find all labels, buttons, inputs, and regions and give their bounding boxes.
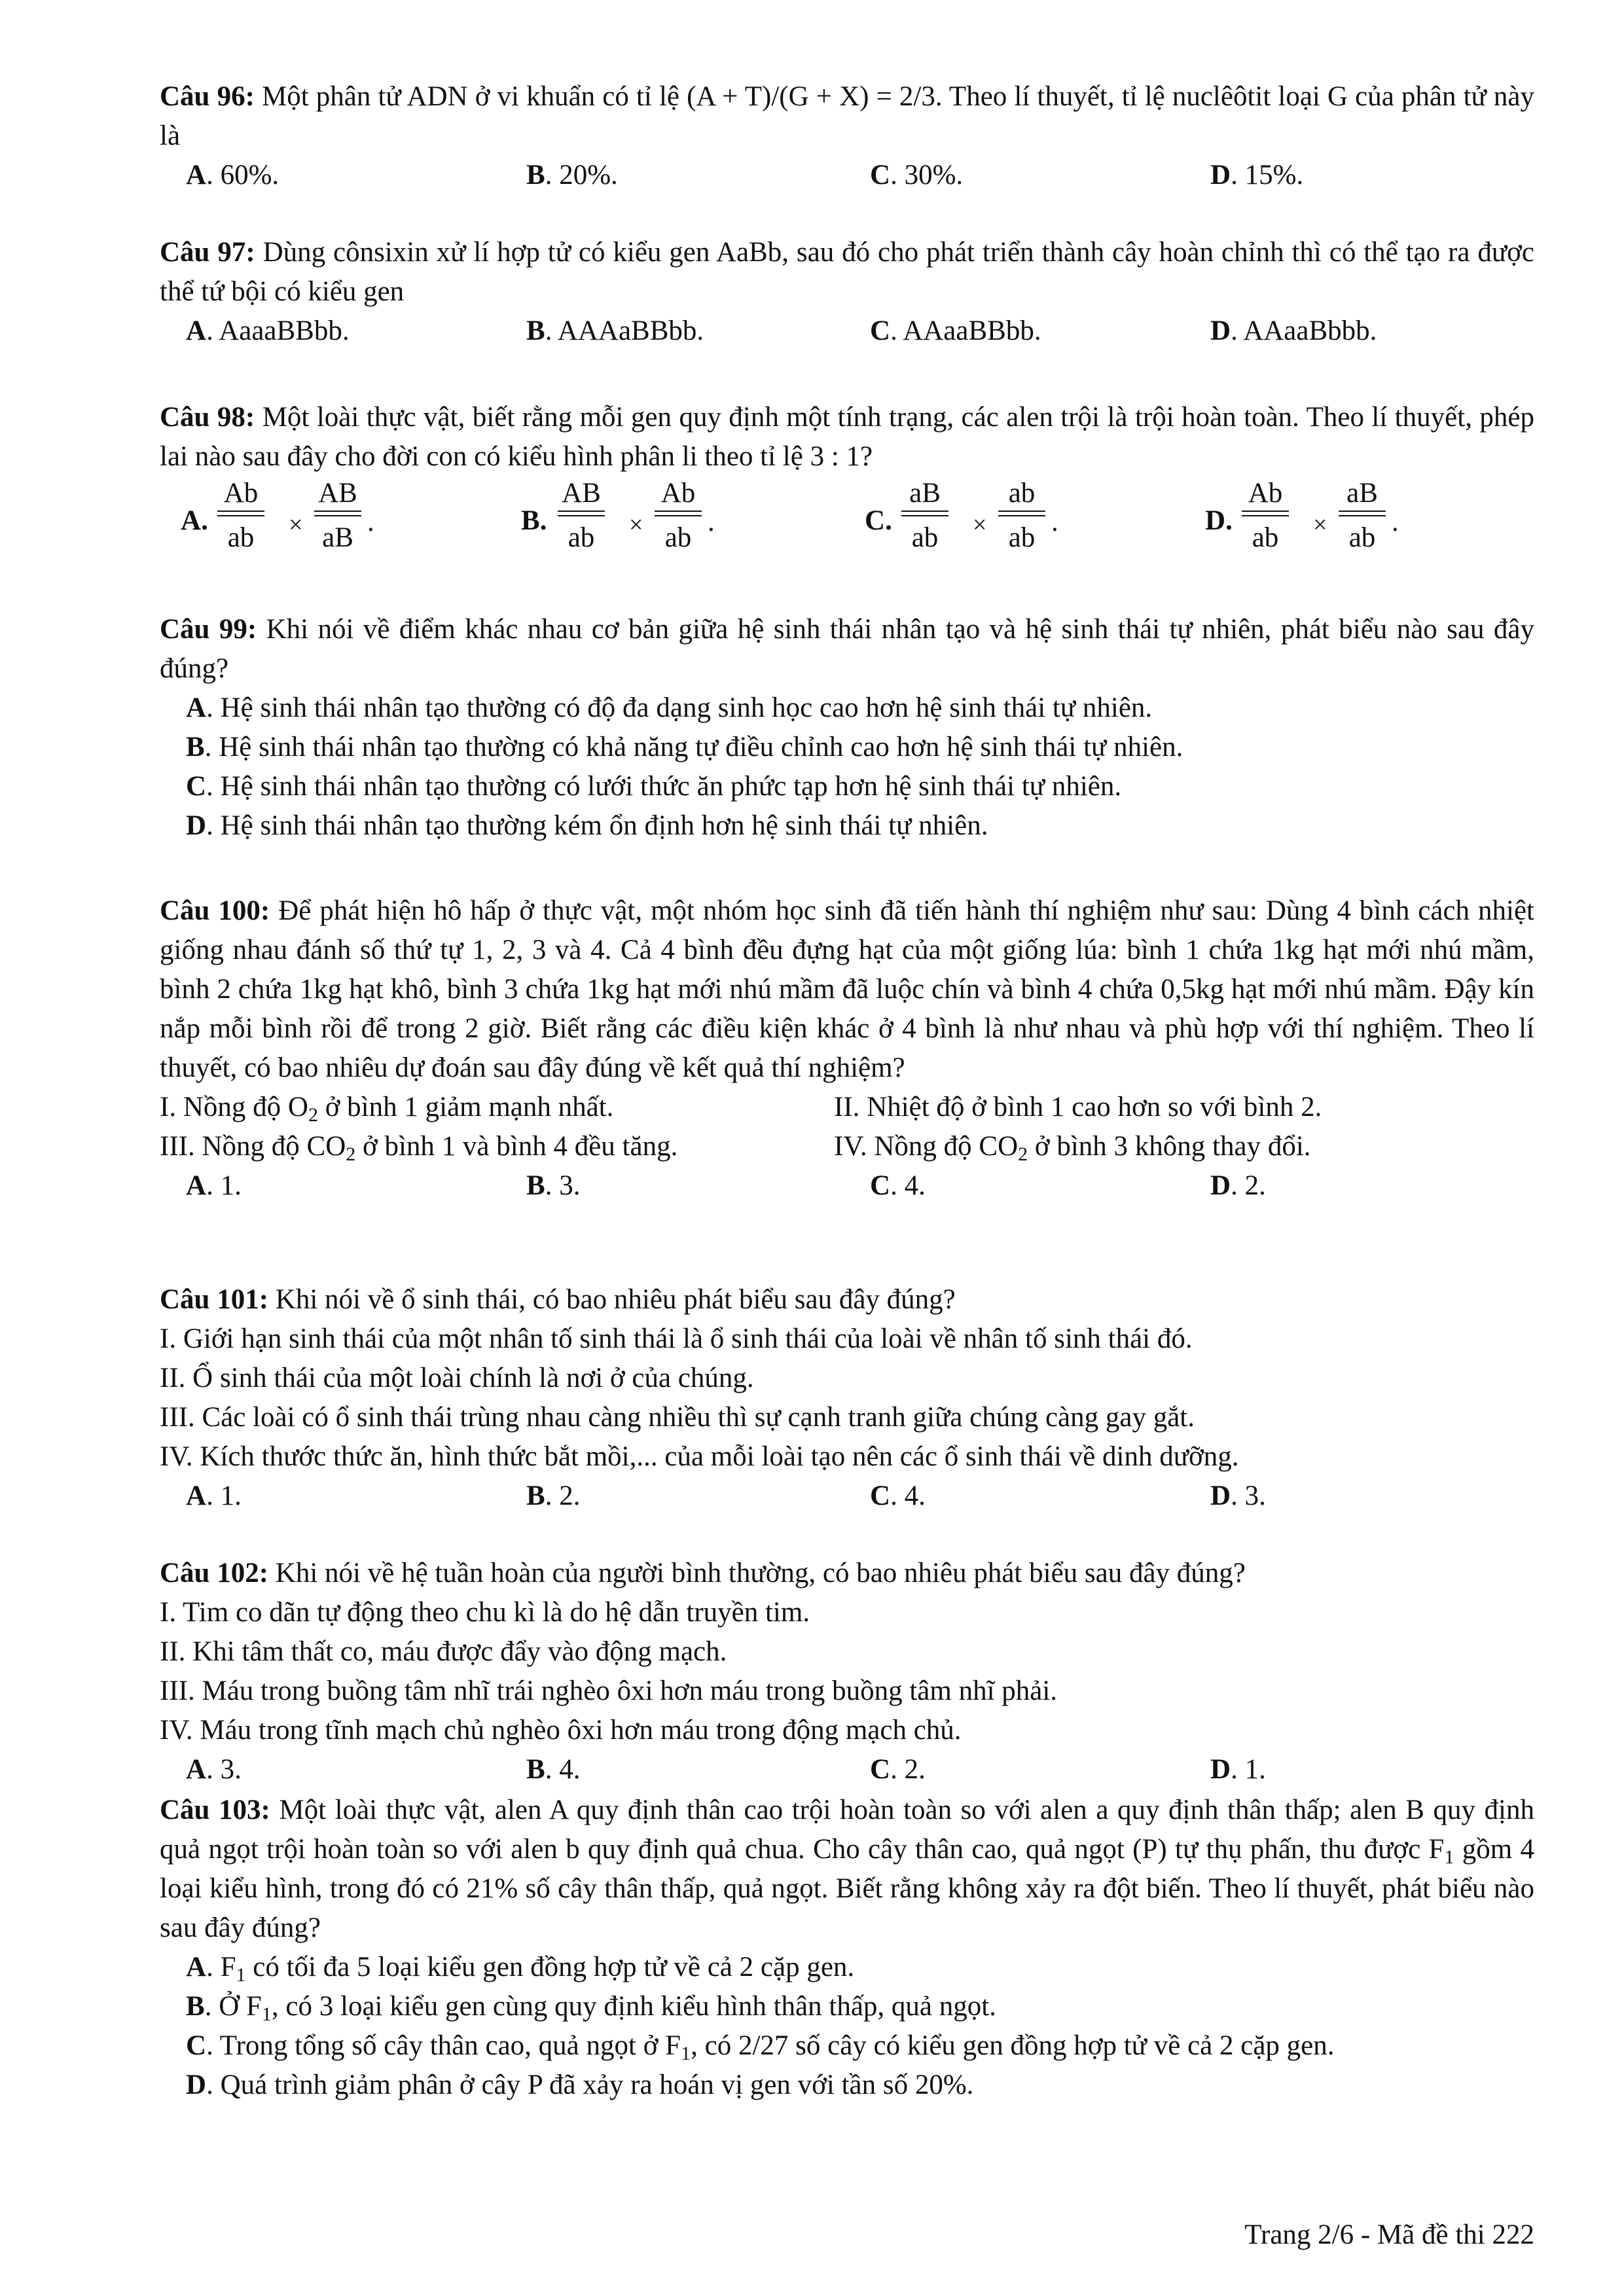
option-d: D. Hệ sinh thái nhân tạo thường kém ổn định hơn hệ sinh thái tự nhiên. (186, 810, 988, 841)
question-label: Câu 103: (160, 1795, 270, 1825)
option-d: D. 1. (1210, 1754, 1266, 1785)
option-b: B. Ở $F_1$, có 3 loại kiểu gen cùng quy định kiểu hình thân thấp, quả ngọt. (186, 1991, 996, 2025)
option-letter: D. (1205, 505, 1233, 536)
statement-iii: III. Các loài có ổ sinh thái trùng nhau càng nhiều thì sự cạnh tranh giữa chúng càng gay gắt. (160, 1402, 1195, 1433)
option-letter: D (1210, 160, 1231, 190)
question-102 (160, 1554, 1534, 1789)
option-letter: C (870, 315, 891, 346)
end-punctuation: . (1051, 507, 1058, 537)
option-a (186, 312, 350, 351)
question-97 (160, 233, 1534, 351)
option-text: . AAaaBbbb. (1231, 315, 1377, 346)
question-label: Câu 97: (160, 237, 255, 268)
option-letter: B (526, 160, 545, 190)
question-stem (160, 1280, 1534, 1319)
option-text: . 15%. (1231, 160, 1304, 190)
option-b (526, 156, 618, 195)
cross-symbol: × (289, 511, 303, 539)
option-a: A. Hệ sinh thái nhân tạo thường có độ đa dạng sinh học cao hơn hệ sinh thái tự nhiên. (186, 692, 1153, 723)
option-c: C. 2. (870, 1754, 926, 1785)
question-label: Câu 102: (160, 1558, 269, 1588)
answer-options (160, 1750, 1534, 1789)
genotype-fraction: Ab ab (215, 476, 267, 553)
genotype-fraction: Ab ab (652, 476, 704, 553)
question-label: Câu 98: (160, 402, 255, 433)
option-b: B. Hệ sinh thái nhân tạo thường có khả năng tự điều chỉnh cao hơn hệ sinh thái tự nhiên. (186, 732, 1183, 762)
option-c: C. Hệ sinh thái nhân tạo thường có lưới thức ăn phức tạp hơn hệ sinh thái tự nhiên. (186, 771, 1122, 802)
answer-options (160, 312, 1534, 351)
option-letter: A (186, 315, 207, 346)
answer-options (160, 1477, 1534, 1516)
option-letter: C. (865, 505, 892, 536)
option-text: . 30%. (890, 160, 964, 190)
question-stem (160, 891, 1534, 1088)
option-a: A. 1. (186, 1480, 242, 1511)
option-text: . 20%. (545, 160, 618, 190)
option-letter: B. (521, 505, 547, 536)
question-label: Câu 100: (160, 895, 270, 926)
option-text: . AAAaBBbb. (545, 315, 704, 346)
question-label: Câu 101: (160, 1284, 269, 1315)
statement-iv: IV. Kích thước thức ăn, hình thức bắt mồi,... của mỗi loài tạo nên các ổ sinh thái về dinh dưỡng. (160, 1441, 1239, 1472)
statement-i: I. Giới hạn sinh thái của một nhân tố sinh thái là ổ sinh thái của loài về nhân tố sinh thái đó. (160, 1323, 1193, 1354)
statement-ii: II. Nhiệt độ ở bình 1 cao hơn so với bình 2. (834, 1092, 1322, 1122)
option-c: C. 4. (870, 1480, 926, 1511)
question-stem (160, 77, 1534, 156)
question-text: Khi nói về ổ sinh thái, có bao nhiêu phát biểu sau đây đúng? (275, 1284, 956, 1315)
statement-iv: IV. Nồng độ $CO_2$ ở bình 3 không thay đổi. (834, 1131, 1311, 1165)
question-text: Để phát hiện hô hấp ở thực vật, một nhóm học sinh đã tiến hành thí nghiệm như sau: Dùng 4 bình cách nhiệt giống nhau đánh số thứ tự 1, 2, 3 và 4. Cả 4 bình đều đựng hạt của một giống lúa: bình 1 chứa 1kg hạt mới nhú mầm, bình 2 chứa 1kg hạt khô, bình 3 chứa 1kg hạt mới nhú mầm đã luộc chín và bình 4 chứa 0,5kg hạt mới nhú mầm. Đậy kín nắp mỗi bình rồi để trong 2 giờ. Biết rằng các điều kiện khác ở 4 bình là như nhau và phù hợp với thí nghiệm. Theo lí thuyết, có bao nhiêu dự đoán sau đây đúng về kết quả thí nghiệm? (160, 895, 1534, 1083)
option-c: C. Trong tổng số cây thân cao, quả ngọt ở $F_1$, có 2/27 số cây có kiểu gen đồng hợp tử về cả 2 cặp gen. (186, 2030, 1335, 2064)
end-punctuation: . (1392, 507, 1399, 537)
cross-symbol: × (1313, 511, 1327, 539)
question-text: Một loài thực vật, biết rằng mỗi gen quy định một tính trạng, các alen trội là trội hoàn toàn. Theo lí thuyết, phép lai nào sau đây cho đời con có kiểu hình phân li theo tỉ lệ 3 : 1? (160, 402, 1534, 472)
genotype-fraction: AB ab (555, 476, 607, 553)
statement-row (160, 1127, 1534, 1166)
end-punctuation: . (708, 507, 715, 537)
option-a: A. 1. (186, 1170, 242, 1201)
answer-options (160, 156, 1534, 195)
genotype-fraction: AB aB (312, 476, 364, 553)
option-letter: A (186, 160, 207, 190)
option-d (1210, 156, 1303, 195)
page-footer: Trang 2/6 - Mã đề thi 222 (1244, 2219, 1534, 2250)
genotype-fraction: aB ab (1336, 476, 1388, 553)
statement-iii: III. Máu trong buồng tâm nhĩ trái nghèo ôxi hơn máu trong buồng tâm nhĩ phải. (160, 1676, 1058, 1706)
question-text: Một phân tử ADN ở vi khuẩn có tỉ lệ (A + T)/(G + X) = 2/3. Theo lí thuyết, tỉ lệ nuclêôtit loại G của phân tử này là (160, 81, 1535, 151)
statement-row (160, 1088, 1534, 1127)
question-text: Dùng cônsixin xử lí hợp tử có kiểu gen AaBb, sau đó cho phát triển thành cây hoàn chỉnh thì có thể tạo ra được thể tứ bội có kiểu gen (160, 237, 1535, 307)
statement-ii: II. Ổ sinh thái của một loài chính là nơi ở của chúng. (160, 1363, 754, 1393)
option-text: . 60%. (206, 160, 280, 190)
question-103 (160, 1791, 1534, 2105)
option-d (1210, 312, 1377, 351)
option-d: D. 2. (1210, 1170, 1266, 1201)
option-a: A. 3. (186, 1754, 242, 1785)
genotype-options (160, 476, 1534, 562)
option-letter: A. (181, 505, 208, 536)
option-letter: D (1210, 315, 1231, 346)
question-text: Khi nói về điểm khác nhau cơ bản giữa hệ sinh thái nhân tạo và hệ sinh thái tự nhiên, phát biểu nào sau đây đúng? (160, 614, 1534, 684)
option-a (186, 156, 279, 195)
question-text: Một loài thực vật, alen A quy định thân cao trội hoàn toàn so với alen a quy định thân thấp; alen B quy định quả ngọt trội hoàn toàn so với alen b quy định quả chua. Cho cây thân cao, quả ngọt (P) tự thụ phấn, thu được $F_1$ gồm 4 loại kiểu hình, trong đó có 21% số cây thân thấp, quả ngọt. Biết rằng không xảy ra đột biến. Theo lí thuyết, phát biểu nào sau đây đúng? (160, 1795, 1534, 1943)
question-98 (160, 398, 1534, 562)
question-96 (160, 77, 1534, 195)
statement-i: I. Nồng độ $O_2$ ở bình 1 giảm mạnh nhất. (160, 1092, 614, 1126)
genotype-fraction: aB ab (899, 476, 951, 553)
option-b: B. 4. (526, 1754, 581, 1785)
option-text: . AaaaBBbb. (206, 315, 350, 346)
option-a: A. $F_1$ có tối đa 5 loại kiểu gen đồng hợp tử về cả 2 cặp gen. (186, 1952, 855, 1986)
option-b: B. 2. (526, 1480, 581, 1511)
genotype-fraction: Ab ab (1239, 476, 1291, 553)
genotype-fraction: ab ab (996, 476, 1048, 553)
statement-i: I. Tim co dãn tự động theo chu kì là do hệ dẫn truyền tim. (160, 1597, 810, 1628)
option-d: D. 3. (1210, 1480, 1266, 1511)
option-b (526, 312, 704, 351)
option-text: . AAaaBBbb. (890, 315, 1041, 346)
statement-iii: III. Nồng độ $CO_2$ ở bình 1 và bình 4 đều tăng. (160, 1131, 678, 1165)
question-stem (160, 398, 1534, 476)
statement-iv: IV. Máu trong tĩnh mạch chủ nghèo ôxi hơn máu trong động mạch chủ. (160, 1715, 962, 1746)
option-c (870, 312, 1041, 351)
question-label: Câu 99: (160, 614, 257, 645)
question-100 (160, 891, 1534, 1206)
statement-ii: II. Khi tâm thất co, máu được đẩy vào động mạch. (160, 1636, 727, 1667)
question-stem (160, 610, 1534, 689)
option-c: C. 4. (870, 1170, 926, 1201)
option-letter: C (870, 160, 891, 190)
question-stem (160, 1554, 1534, 1593)
question-text: Khi nói về hệ tuần hoàn của người bình thường, có bao nhiêu phát biểu sau đây đúng? (275, 1558, 1246, 1588)
cross-symbol: × (629, 511, 643, 539)
cross-symbol: × (973, 511, 987, 539)
question-99 (160, 610, 1534, 846)
option-d: D. Quá trình giảm phân ở cây P đã xảy ra hoán vị gen với tần số 20%. (186, 2070, 974, 2100)
option-letter: B (526, 315, 545, 346)
option-b: B. 3. (526, 1170, 581, 1201)
question-label: Câu 96: (160, 81, 255, 112)
question-stem (160, 1791, 1534, 1948)
question-101 (160, 1280, 1534, 1516)
end-punctuation: . (367, 507, 374, 537)
question-stem (160, 233, 1534, 312)
answer-options (160, 1166, 1534, 1206)
option-c (870, 156, 963, 195)
